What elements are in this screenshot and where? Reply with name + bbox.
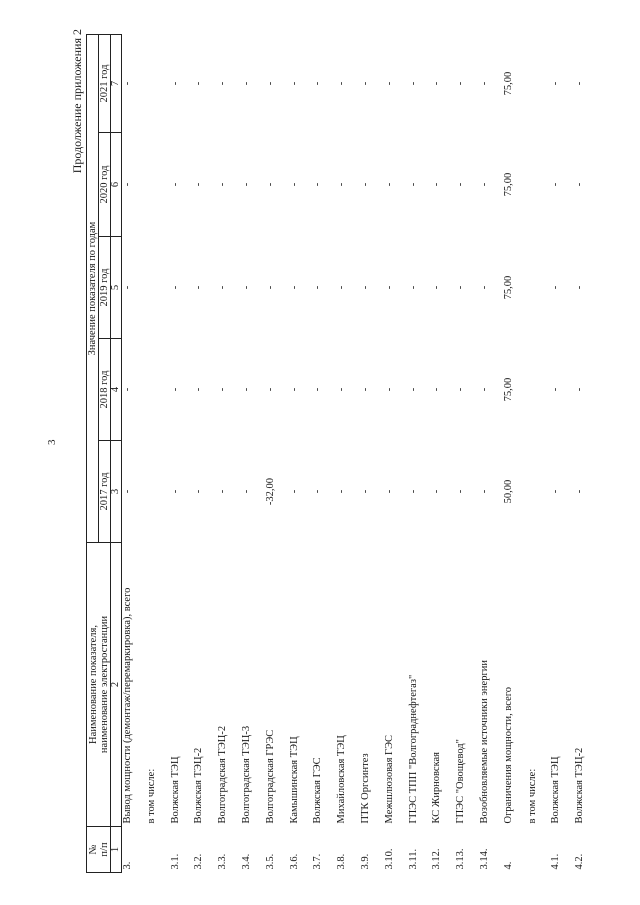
row-number: 3.1. <box>169 853 181 870</box>
header-year: 2019 год <box>99 237 111 339</box>
row-value: - <box>312 489 324 494</box>
table-row <box>527 35 551 873</box>
row-value: - <box>122 285 133 290</box>
row-name: Вывод мощности (демонтаж/перемаркировка), всего <box>122 587 133 824</box>
row-value: - <box>431 489 443 494</box>
table-row <box>312 35 336 873</box>
row-value: - <box>407 489 419 494</box>
row-value: - <box>383 387 395 392</box>
row-value <box>146 441 170 543</box>
row-value: - <box>550 81 562 86</box>
row-name: Волгоградская ТЭЦ-2 <box>217 725 229 824</box>
table-row <box>289 35 313 873</box>
row-value: - <box>217 489 229 494</box>
row-number: 3. <box>122 861 133 870</box>
row-value: 75,00 <box>502 172 514 197</box>
row-number <box>146 827 170 873</box>
row-name: в том числе: <box>526 768 538 824</box>
header-column-number: 3 <box>111 441 122 543</box>
row-value: - <box>288 387 300 392</box>
row-value: - <box>288 285 300 290</box>
row-value <box>146 237 170 339</box>
row-value: - <box>455 182 467 187</box>
row-value: 75,00 <box>502 71 514 96</box>
header-year: 2021 год <box>99 35 111 133</box>
row-value: - <box>122 489 133 494</box>
row-value <box>146 133 170 237</box>
row-value: - <box>264 81 276 86</box>
row-value: - <box>431 182 443 187</box>
row-value: - <box>288 182 300 187</box>
row-value: 50,00 <box>502 479 514 504</box>
row-value: - <box>193 387 205 392</box>
page-number: 3 <box>46 439 58 445</box>
row-number: 3.14. <box>478 848 490 870</box>
table-row <box>122 35 146 873</box>
table-row <box>431 35 455 873</box>
row-name: в том числе: <box>145 768 157 824</box>
row-name: Камышинская ТЭЦ <box>288 736 300 824</box>
row-value: - <box>217 81 229 86</box>
continuation-label: Продолжение приложения 2 <box>70 29 84 174</box>
row-value: - <box>264 182 276 187</box>
row-value <box>527 339 551 441</box>
row-value: 75,00 <box>502 275 514 300</box>
row-name: Волгоградская ГРЭС <box>264 729 276 824</box>
row-value: - <box>478 387 490 392</box>
row-value: - <box>359 81 371 86</box>
row-value: - <box>169 285 181 290</box>
header-column-number: 1 <box>111 827 122 873</box>
table-row <box>574 35 598 873</box>
row-name: ГПЭС "Овощевод" <box>455 739 467 824</box>
row-name: ПТК Оргсинтез <box>359 753 371 824</box>
row-value: - <box>478 285 490 290</box>
table-row <box>241 35 265 873</box>
table-body <box>122 35 598 873</box>
row-value: - <box>359 285 371 290</box>
row-value: - <box>336 81 348 86</box>
row-name: Ограничения мощности, всего <box>502 686 514 824</box>
table-row <box>503 35 527 873</box>
row-number: 4.2. <box>574 853 586 870</box>
row-value: - <box>312 81 324 86</box>
row-name: Межшлюзовая ГЭС <box>383 734 395 824</box>
row-value: - <box>264 285 276 290</box>
row-name: Волжская ГЭС <box>312 757 324 824</box>
table-row <box>217 35 241 873</box>
row-value <box>527 133 551 237</box>
row-number: 3.10. <box>383 848 395 870</box>
row-name: Волжская ТЭЦ <box>169 756 181 824</box>
row-number <box>527 827 551 873</box>
row-value: 75,00 <box>502 377 514 402</box>
table-row <box>360 35 384 873</box>
row-value: - <box>264 387 276 392</box>
row-value: - <box>193 182 205 187</box>
row-value: - <box>478 182 490 187</box>
row-value: - <box>240 285 252 290</box>
row-number: 3.3. <box>217 853 229 870</box>
row-value <box>527 441 551 543</box>
row-value: - <box>122 81 133 86</box>
indicator-table <box>86 34 598 873</box>
row-number: 4. <box>502 861 514 870</box>
row-number: 3.9. <box>359 853 371 870</box>
row-number: 3.11. <box>407 848 419 870</box>
row-name: Волжская ТЭЦ <box>550 756 562 824</box>
table-header <box>87 35 122 873</box>
row-value: - <box>431 81 443 86</box>
row-value: - <box>217 285 229 290</box>
row-value: - <box>455 285 467 290</box>
row-value: - <box>217 182 229 187</box>
row-value: - <box>193 81 205 86</box>
row-value: - <box>431 387 443 392</box>
row-name: Волжская ТЭЦ-2 <box>574 747 586 824</box>
table-row <box>384 35 408 873</box>
row-value: - <box>383 285 395 290</box>
header-column-number: 2 <box>111 543 122 827</box>
header-column-number: 5 <box>111 237 122 339</box>
row-name: КС Жирновская <box>431 751 443 824</box>
row-value <box>527 35 551 133</box>
row-name: ГПЭС ТПП "Волгограднефтегаз" <box>407 674 419 824</box>
row-value: - <box>478 489 490 494</box>
row-value <box>146 35 170 133</box>
header-column-number: 4 <box>111 339 122 441</box>
row-value: - <box>383 182 395 187</box>
row-value: - <box>288 489 300 494</box>
row-number: 3.5. <box>264 853 276 870</box>
row-value: - <box>217 387 229 392</box>
row-value: - <box>359 182 371 187</box>
table-row <box>479 35 503 873</box>
row-value: - <box>455 489 467 494</box>
row-value: - <box>383 81 395 86</box>
row-value: - <box>574 182 586 187</box>
row-number: 3.7. <box>312 853 324 870</box>
row-value: - <box>407 387 419 392</box>
header-year: 2020 год <box>99 133 111 237</box>
row-value: - <box>550 182 562 187</box>
row-number: 3.13. <box>455 848 467 870</box>
row-number: 3.2. <box>193 853 205 870</box>
row-value: - <box>122 387 133 392</box>
table-row <box>336 35 360 873</box>
table-row <box>170 35 194 873</box>
header-year: 2017 год <box>99 441 111 543</box>
row-value: - <box>169 81 181 86</box>
row-value: - <box>240 489 252 494</box>
row-value <box>527 237 551 339</box>
row-value: - <box>550 387 562 392</box>
table-row <box>455 35 479 873</box>
row-value: - <box>336 285 348 290</box>
table-row <box>408 35 432 873</box>
row-value: - <box>407 182 419 187</box>
row-value: - <box>193 285 205 290</box>
header-column-number: 7 <box>111 35 122 133</box>
row-value: -32,00 <box>264 477 276 506</box>
row-value: - <box>240 81 252 86</box>
row-number: 3.12. <box>431 848 443 870</box>
row-name: Возобновляемые источники энергии <box>478 660 490 824</box>
row-value: - <box>407 285 419 290</box>
row-number: 3.6. <box>288 853 300 870</box>
row-value: - <box>359 489 371 494</box>
row-value: - <box>312 182 324 187</box>
header-num: № п/п <box>87 827 111 873</box>
row-value: - <box>407 81 419 86</box>
row-value: - <box>574 285 586 290</box>
row-value: - <box>312 387 324 392</box>
row-number: 3.4. <box>240 853 252 870</box>
row-value: - <box>122 182 133 187</box>
row-value: - <box>336 489 348 494</box>
row-value: - <box>574 387 586 392</box>
row-value <box>146 339 170 441</box>
row-value: - <box>312 285 324 290</box>
row-value: - <box>550 285 562 290</box>
row-name: Волжская ТЭЦ-2 <box>193 747 205 824</box>
row-value: - <box>240 387 252 392</box>
row-number: 3.8. <box>336 853 348 870</box>
row-value: - <box>169 489 181 494</box>
table-row <box>146 35 170 873</box>
row-value: - <box>574 489 586 494</box>
row-value: - <box>478 81 490 86</box>
header-column-number: 6 <box>111 133 122 237</box>
table-row <box>193 35 217 873</box>
row-value: - <box>288 81 300 86</box>
row-number: 4.1. <box>550 853 562 870</box>
row-name: Волгоградская ТЭЦ-3 <box>240 725 252 824</box>
table-row <box>550 35 574 873</box>
row-value: - <box>240 182 252 187</box>
table-row <box>265 35 289 873</box>
row-value: - <box>455 81 467 86</box>
row-value: - <box>383 489 395 494</box>
row-value: - <box>169 182 181 187</box>
row-value: - <box>336 387 348 392</box>
row-value: - <box>336 182 348 187</box>
header-values-group: Значение показателя по годам <box>87 35 99 543</box>
row-value: - <box>455 387 467 392</box>
row-value: - <box>574 81 586 86</box>
row-name: Михайловская ТЭЦ <box>336 735 348 824</box>
row-value: - <box>169 387 181 392</box>
header-name: Наименование показателя, наименование электростанции <box>87 543 111 827</box>
row-value: - <box>550 489 562 494</box>
row-value: - <box>359 387 371 392</box>
header-year: 2018 год <box>99 339 111 441</box>
row-value: - <box>431 285 443 290</box>
row-value: - <box>193 489 205 494</box>
